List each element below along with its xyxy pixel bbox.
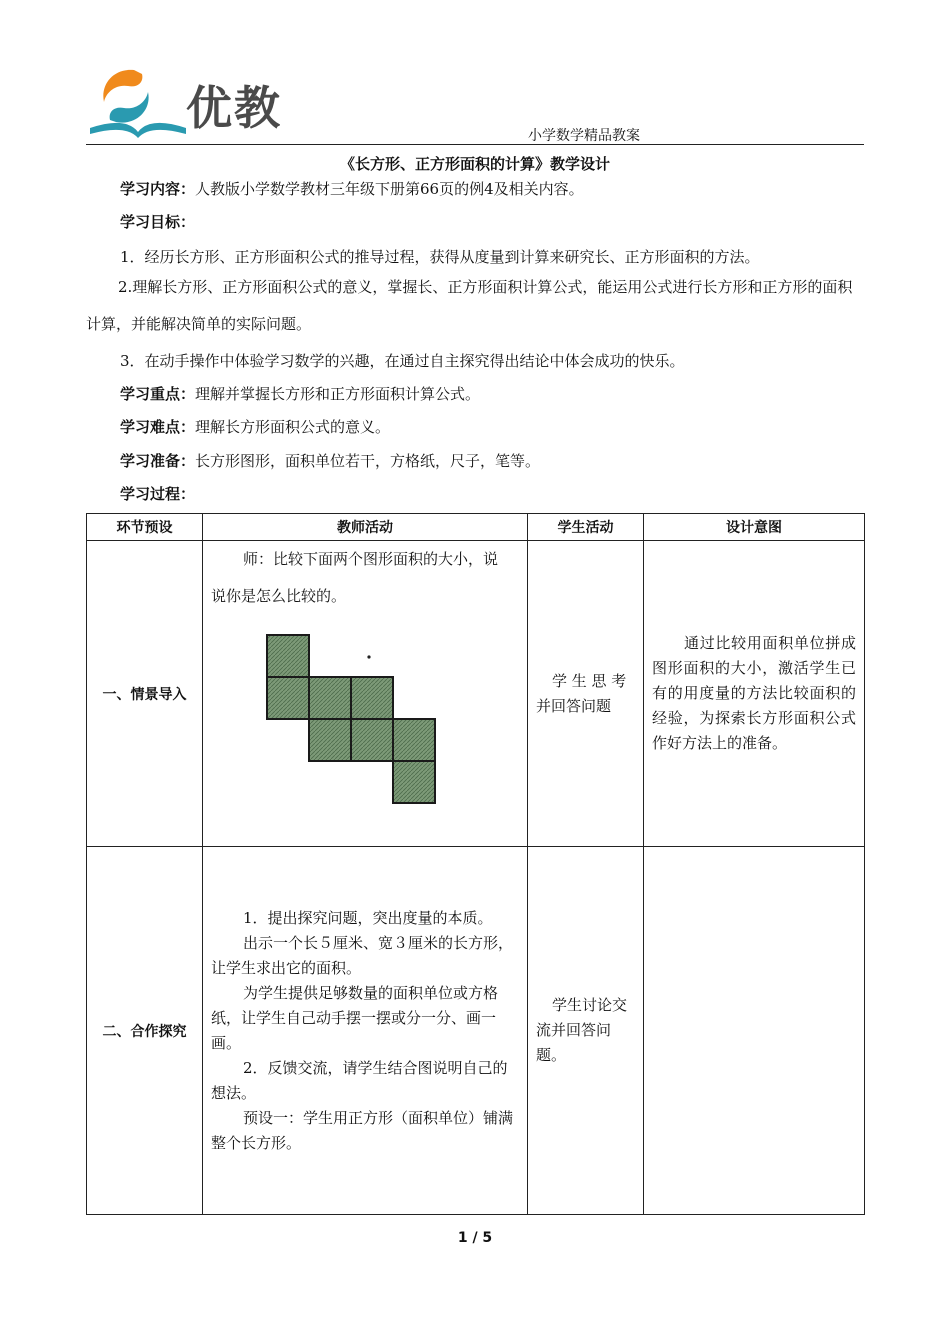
intent-text: 通过比较用面积单位拼成图形面积的大小，激活学生已有的用度量的方法比较面积的经验，为探索长方形面积公式作好方法上的准备。	[652, 634, 856, 752]
teacher-text: 说你是怎么比较的。	[211, 587, 347, 605]
grid-square	[309, 677, 351, 719]
objective-2: 2.理解长方形、正方形面积公式的意义，掌握长、正方形面积计算公式，能运用公式进行长方形和正方形的面积计算，并能解决简单的实际问题。	[86, 278, 853, 333]
preparation-label: 学习准备：	[120, 452, 196, 470]
header-subtitle: 小学数学精品教案	[528, 128, 640, 144]
content-text: 人教版小学数学教材三年级下册第66页的例4及相关内容。	[195, 180, 584, 198]
teacher-text: 预设一：学生用正方形（面积单位）铺满整个长方形。	[211, 1108, 514, 1152]
intent-cell	[644, 847, 865, 1215]
intent-cell	[644, 541, 865, 847]
table-row	[87, 847, 865, 1215]
content-line	[120, 178, 584, 199]
page-number: 1 / 5	[457, 1230, 493, 1246]
brand-name: 优教	[186, 81, 282, 135]
objectives-heading	[120, 211, 195, 232]
table-row	[87, 541, 865, 847]
teacher-text: 出示一个长５厘米、宽３厘米的长方形，让学生求出它的面积。	[211, 933, 514, 977]
student-cell	[528, 847, 644, 1215]
grid-square	[267, 677, 309, 719]
process-label: 学习过程：	[120, 485, 196, 503]
teacher-text: 为学生提供足够数量的面积单位或方格纸，让学生自己动手摆一摆或分一分、画一画。	[211, 983, 499, 1052]
teacher-cell	[203, 541, 528, 847]
key-point-text: 理解并掌握长方形和正方形面积计算公式。	[195, 385, 481, 403]
process-heading	[120, 483, 195, 504]
header-teacher: 教师活动	[203, 514, 528, 541]
key-point-line	[120, 383, 480, 404]
header-student: 学生活动	[528, 514, 644, 541]
grid-square	[267, 635, 309, 677]
header-intent: 设计意图	[644, 514, 865, 541]
content-label: 学习内容：	[120, 180, 196, 198]
preparation-line	[120, 450, 540, 471]
objective-1: 1．经历长方形、正方形面积公式的推导过程，获得从度量到计算来研究长、正方形面积的方法。	[120, 248, 760, 266]
teacher-text: 1．提出探究问题，突出度量的本质。	[243, 908, 493, 927]
teacher-cell	[203, 847, 528, 1215]
document-title: 《长方形、正方形面积的计算》教学设计	[339, 155, 610, 173]
header-divider	[86, 144, 864, 145]
grid-square	[393, 761, 435, 803]
table-header-row	[87, 514, 865, 541]
grid-square	[309, 719, 351, 761]
square-grid-figure	[211, 615, 520, 810]
teacher-text: 师：比较下面两个图形面积的大小，说	[243, 550, 499, 568]
difficulty-text: 理解长方形面积公式的意义。	[195, 418, 391, 436]
stage-cell: 二、合作探究	[87, 847, 203, 1215]
grid-square	[351, 677, 393, 719]
header-stage: 环节预设	[87, 514, 203, 541]
difficulty-line	[120, 416, 390, 437]
student-cell	[528, 541, 644, 847]
preparation-text: 长方形图形，面积单位若干，方格纸，尺子，笔等。	[195, 452, 541, 470]
lesson-plan-table	[86, 513, 865, 1215]
student-text: 学 生 思 考并回答问题	[536, 671, 627, 715]
difficulty-label: 学习难点：	[120, 418, 196, 436]
teacher-text: 2．反馈交流，请学生结合图说明自己的想法。	[211, 1058, 508, 1102]
objectives-label: 学习目标：	[120, 213, 196, 231]
grid-square	[351, 719, 393, 761]
stage-cell: 一、情景导入	[87, 541, 203, 847]
key-point-label: 学习重点：	[120, 385, 196, 403]
compare-figure	[211, 615, 519, 810]
grid-square	[393, 719, 435, 761]
student-text: 学生讨论交流并回答问题。	[536, 996, 628, 1064]
objective-3: 3．在动手操作中体验学习数学的兴趣，在通过自主探究得出结论中体会成功的快乐。	[120, 352, 685, 370]
